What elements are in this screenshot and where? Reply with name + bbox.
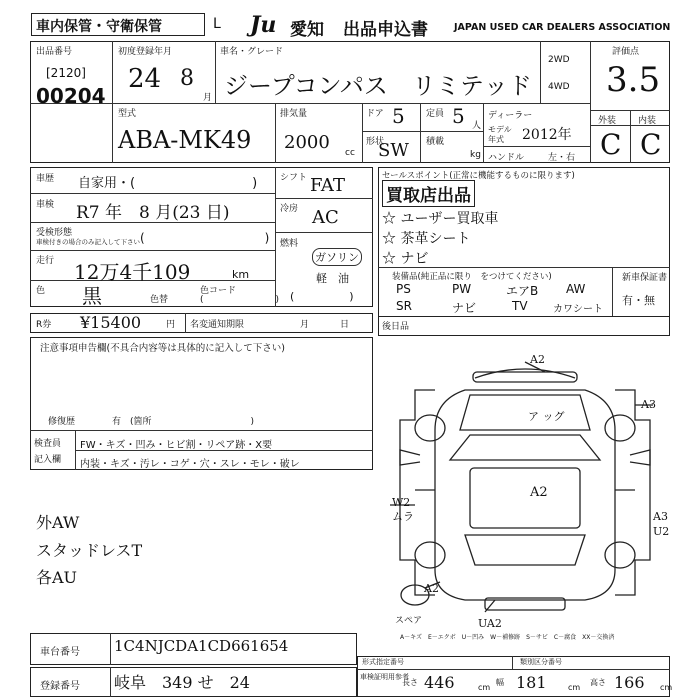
color-code-value: ( )	[200, 295, 280, 305]
height-label: 高さ	[590, 678, 606, 687]
hood	[460, 395, 590, 430]
load-label: 積載	[426, 137, 445, 147]
capacity-value: 5	[452, 104, 465, 128]
height-value: 166	[614, 673, 645, 692]
tag-mark: L	[213, 16, 221, 32]
wheel-front-left	[415, 415, 445, 441]
mileage-value: 12万4千109	[74, 260, 191, 284]
fuel-gasoline: ガソリン	[312, 248, 362, 266]
recycle-label: R券	[36, 320, 52, 330]
shape-label: 形状	[366, 137, 385, 147]
windshield	[450, 435, 600, 460]
exterior-grade: C	[600, 128, 622, 161]
model-year-unit: 年式	[488, 135, 504, 144]
width-unit: cm	[568, 683, 581, 692]
history-label: 車歴	[36, 174, 55, 184]
wheel-rear-left	[415, 542, 445, 568]
fuel-label: 燃料	[280, 239, 299, 249]
tax-label: 名変通知期限	[190, 320, 245, 330]
mark-a2-top: A2	[530, 353, 545, 366]
capacity-label: 定員	[426, 109, 445, 119]
first-reg-month: 8	[180, 66, 194, 91]
recycle-value: ¥15400	[80, 313, 142, 332]
repaint-label: 色替	[150, 295, 169, 305]
tax-day: 日	[340, 320, 350, 330]
first-reg-month-unit: 月	[203, 93, 213, 103]
mileage-label: 走行	[36, 256, 55, 266]
load-unit: kg	[470, 150, 481, 160]
wheel-rear-right	[605, 542, 635, 568]
color-value: 黒	[82, 284, 102, 308]
doors-value: 5	[392, 104, 405, 128]
drive-4wd: 4WD	[548, 82, 570, 92]
mark-a2-roof: A2	[424, 582, 439, 595]
equipment-label: 装備品(純正品に限り をつけてください)	[392, 272, 552, 282]
aircon-label: 冷房	[280, 204, 299, 214]
wheel-front-right	[605, 415, 635, 441]
length-unit: cm	[478, 683, 491, 692]
plate-label: 登録番号	[40, 681, 80, 692]
chassis-value: 1C4NJCDA1CD661654	[114, 637, 289, 655]
lot-number: 00204	[36, 84, 106, 108]
notes-label: 注意事項申告欄(不具合内容等は具体的に記入して下さい)	[40, 343, 285, 354]
roof	[470, 468, 580, 528]
history-value: 自家用・( )	[78, 176, 258, 191]
recycle-unit: 円	[166, 320, 176, 330]
dealer-label: ディーラー	[488, 111, 533, 121]
rear-box-label: 後日品	[382, 322, 410, 332]
displacement-unit: cc	[345, 148, 355, 158]
reception-note: 車検付きの場合のみ記入して下さい	[36, 238, 140, 246]
model-value: ABA-MK49	[118, 126, 252, 154]
note-hw-1: 外AW	[36, 513, 80, 532]
length-value: 446	[424, 673, 455, 692]
mileage-unit: km	[232, 268, 250, 281]
equip-aw: AW	[566, 282, 586, 296]
displacement-value: 2000	[284, 132, 330, 153]
mark-bag: ア ッグ	[528, 410, 565, 423]
width-value: 181	[516, 673, 547, 692]
interior-grade: C	[640, 128, 662, 161]
warranty-value: 有・無	[622, 294, 655, 307]
mark-mura: ムラ	[392, 510, 414, 523]
inspection-value: R7 年 8 月(23 日)	[76, 203, 230, 223]
length-label: 長さ	[402, 678, 418, 687]
inspector-label: 検査員	[34, 439, 62, 449]
mark-a3-side: A3	[653, 510, 668, 523]
mark-a3-right: A3	[641, 398, 656, 411]
displacement-label: 排気量	[280, 109, 308, 119]
document-title: 出品申込書	[343, 20, 428, 40]
repair-value: 有 (箇所 )	[112, 417, 255, 427]
fuel-diesel: 軽 油	[316, 272, 349, 285]
mark-w2: W2	[392, 496, 411, 509]
lot-sub-number: [2120]	[46, 66, 86, 80]
type-no-label: 形式指定番号	[362, 658, 404, 666]
class-no-label: 類別区分番号	[520, 658, 562, 666]
model-label: 型式	[118, 109, 137, 119]
equip-ps: PS	[396, 282, 411, 296]
exterior-label: 外装	[598, 116, 617, 126]
lot-label: 出品番号	[36, 47, 73, 57]
shift-value: FAT	[310, 175, 345, 196]
fw-row: FW・キズ・凹み・ヒビ割・リペア跡・X要	[80, 440, 273, 451]
sales-point-item-2: ☆ 茶革シート	[382, 231, 471, 247]
reception-label: 受検形態	[36, 228, 73, 238]
mirror-left	[400, 450, 420, 465]
color-code-label: 色コード	[200, 286, 237, 296]
score-label: 評価点	[612, 47, 640, 57]
height-unit: cm	[660, 683, 673, 692]
equip-airbag: エアB	[506, 284, 539, 298]
car-name-label: 車名・グレード	[220, 47, 284, 57]
reception-value: ( )	[140, 231, 270, 245]
interior-label: 内装	[638, 116, 657, 126]
car-name-value: ジープコンパス リミテッド	[224, 72, 532, 100]
mark-a2-center: A2	[530, 485, 548, 500]
sales-point-item-1: ☆ ユーザー買取車	[382, 211, 499, 227]
warranty-label: 新車保証書	[622, 273, 668, 283]
color-label: 色	[36, 286, 46, 296]
document-title-en: JAPAN USED CAR DEALERS ASSOCIATION	[454, 22, 671, 33]
repair-label: 修復歴	[48, 417, 76, 427]
storage-tag-text: 車内保管・守衛保管	[36, 19, 162, 35]
mark-spare: スペア	[395, 616, 423, 626]
model-year-label: モデル	[488, 125, 512, 134]
aircon-value: AC	[312, 207, 339, 228]
note-hw-2: スタッドレスT	[36, 541, 143, 560]
sales-point-item-3: ☆ ナビ	[382, 251, 429, 267]
mirror-right	[630, 450, 650, 465]
rear-window	[465, 535, 585, 565]
car-damage-diagram	[375, 350, 675, 625]
first-reg-label: 初度登録年月	[118, 47, 173, 57]
front-bumper-shape	[475, 369, 575, 378]
first-reg-year: 24	[128, 64, 162, 94]
tax-month: 月	[300, 320, 310, 330]
mark-u2: U2	[653, 525, 670, 538]
entry-label: 記入欄	[34, 455, 62, 465]
equip-navi: ナビ	[452, 301, 477, 315]
buyback-stamp: 買取店出品	[382, 180, 475, 207]
equip-leather-seat: カワシート	[553, 304, 603, 315]
damage-legend: A－キズ E－エクボ U－凹み W－補修跡 S－サビ C－腐食 XX－交換済	[400, 634, 615, 641]
chassis-label: 車台番号	[40, 647, 80, 658]
equip-tv: TV	[512, 299, 528, 313]
model-year-value: 2012年	[522, 127, 572, 143]
rear-box	[378, 316, 670, 336]
interior-row: 内装・キズ・汚レ・コゲ・穴・スレ・モレ・破レ	[80, 459, 300, 470]
equip-pw: PW	[452, 282, 472, 296]
mark-ua2: UA2	[478, 617, 502, 630]
width-label: 幅	[496, 678, 504, 687]
cert-label: 車検証明用参考	[360, 673, 409, 681]
shift-label: シフト	[280, 173, 308, 183]
note-hw-3: 各AU	[36, 568, 78, 587]
drive-2wd: 2WD	[548, 55, 570, 65]
plate-value: 岐阜 349 せ 24	[114, 673, 250, 692]
handle-label: ハンドル	[488, 153, 525, 163]
inspection-label: 車検	[36, 200, 55, 210]
equip-sr: SR	[396, 299, 412, 313]
score-value: 3.5	[606, 60, 661, 100]
ju-logo: Ju	[250, 12, 277, 38]
fuel-other: ( )	[290, 290, 354, 303]
association-name: 愛知	[290, 20, 324, 40]
shape-value: SW	[378, 140, 409, 161]
sales-point-label: セールスポイント(正常に機能するものに限ります)	[382, 171, 575, 181]
capacity-unit: 人	[472, 121, 482, 131]
doors-label: ドア	[366, 109, 384, 119]
handle-options: 左・右	[548, 153, 576, 163]
